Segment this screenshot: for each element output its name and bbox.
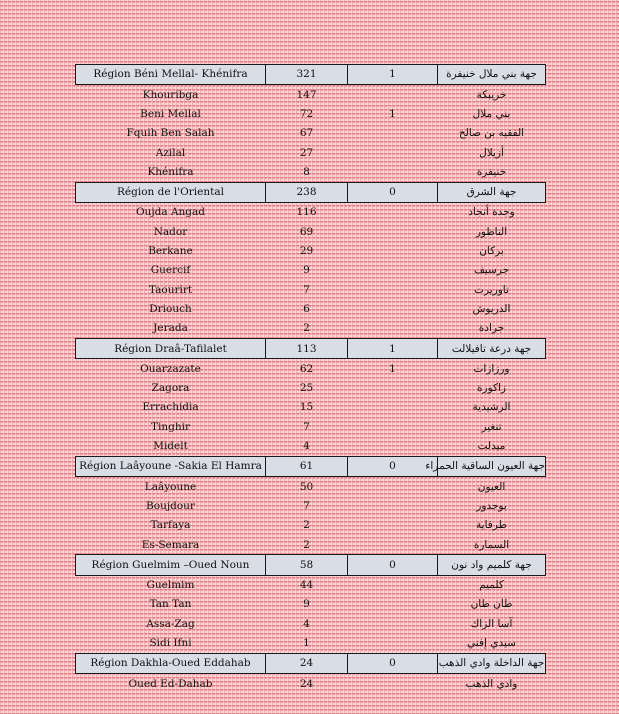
province-row	[76, 497, 546, 516]
province-extra-cell	[348, 319, 438, 339]
province-name-ar-cell: الفقيه بن صالح	[458, 127, 525, 140]
province-row	[76, 143, 546, 162]
province-count-cell: 50	[299, 480, 314, 493]
province-extra-cell	[348, 222, 438, 241]
province-name-fr-cell: Oujda Angad	[136, 206, 205, 219]
province-name-ar-cell: ميدلت	[477, 440, 506, 453]
province-count-cell: 15	[299, 401, 314, 414]
province-name-ar-cell: سيدي إفني	[467, 637, 516, 649]
province-count-cell: 116	[296, 206, 317, 219]
province-extra-cell	[348, 575, 438, 595]
province-name-fr-cell: Assa-Zag	[146, 617, 195, 630]
province-name-fr-cell: Ouarzazate	[140, 362, 201, 375]
province-name-ar-cell: خريبكة	[476, 88, 507, 101]
region-count-cell: 113	[266, 339, 348, 359]
province-row	[76, 242, 546, 261]
region-extra-cell: 0	[348, 182, 438, 202]
province-name-fr-cell: Guercif	[150, 264, 191, 277]
province-count-cell: 2	[303, 519, 310, 532]
province-row	[76, 280, 546, 299]
province-name-ar-cell: أزيلال	[479, 146, 504, 159]
province-count-cell: 2	[303, 538, 310, 551]
province-count-cell: 4	[303, 440, 310, 453]
region-count-cell: 61	[266, 456, 348, 476]
province-name-fr-cell: Es-Semara	[141, 538, 200, 551]
region-header-row	[76, 339, 546, 359]
province-count-cell: 29	[299, 245, 314, 258]
province-row	[76, 417, 546, 436]
region-name-ar-cell: جهة كلميم واد نون	[438, 555, 546, 575]
province-name-fr-cell: Khouribga	[142, 88, 199, 101]
province-count-cell: 67	[299, 127, 314, 140]
province-extra-cell	[348, 300, 438, 319]
province-row	[76, 261, 546, 280]
region-name-fr-cell: Région Guelmim –Oued Noun	[76, 555, 266, 575]
province-name-ar-cell: بني ملال	[472, 107, 511, 120]
region-name-fr-cell: Région Laâyoune -Sakia El Hamra	[76, 456, 266, 476]
province-extra-cell	[348, 398, 438, 417]
region-extra-cell: 0	[348, 555, 438, 575]
province-count-cell: 25	[299, 382, 314, 395]
province-count-cell: 9	[303, 598, 310, 611]
province-extra-cell	[348, 477, 438, 497]
province-row	[76, 437, 546, 457]
province-name-ar-cell: طان طان	[470, 598, 513, 611]
province-row	[76, 575, 546, 595]
province-extra-cell	[348, 674, 438, 694]
province-extra-cell: 1	[389, 362, 396, 375]
region-count-cell: 238	[266, 182, 348, 202]
province-count-cell: 27	[299, 146, 314, 159]
region-count-cell: 321	[266, 65, 348, 85]
province-count-cell: 2	[303, 322, 310, 335]
region-name-fr-cell: Région Béni Mellal- Khénifra	[76, 65, 266, 85]
region-header-row	[76, 653, 546, 673]
province-name-fr-cell: Tan Tan	[149, 598, 192, 611]
region-count-cell: 24	[266, 653, 348, 673]
province-row	[76, 516, 546, 535]
region-header-row	[76, 65, 546, 85]
province-name-fr-cell: Fquih Ben Salah	[126, 127, 215, 140]
statistics-table	[75, 64, 546, 694]
province-name-ar-cell: بركان	[479, 245, 504, 258]
province-extra-cell	[348, 242, 438, 261]
province-name-fr-cell: Tinghir	[151, 420, 190, 433]
region-header-row	[76, 555, 546, 575]
province-extra-cell	[348, 497, 438, 516]
province-extra-cell	[348, 614, 438, 633]
province-name-fr-cell: Nador	[153, 225, 188, 238]
province-name-fr-cell: Zagora	[151, 382, 190, 395]
province-count-cell: 7	[303, 283, 310, 296]
province-extra-cell	[348, 124, 438, 143]
province-count-cell: 72	[299, 107, 314, 120]
province-name-fr-cell: Laâyoune	[144, 480, 197, 493]
region-header-row	[76, 456, 546, 476]
province-name-fr-cell: Beni Mellal	[140, 107, 201, 120]
province-extra-cell	[348, 437, 438, 457]
province-row	[76, 300, 546, 319]
province-count-cell: 44	[299, 579, 314, 592]
province-name-ar-cell: العيون	[477, 480, 506, 493]
province-name-fr-cell: Driouch	[149, 302, 192, 315]
province-row	[76, 379, 546, 398]
province-row	[76, 535, 546, 555]
province-row	[76, 319, 546, 339]
province-row	[76, 595, 546, 614]
region-name-ar-cell: جهة العيون الساقية الحمراء	[438, 456, 546, 476]
region-name-fr-cell: Région Draâ-Tafilalet	[76, 339, 266, 359]
province-name-ar-cell: تاوريرت	[474, 283, 509, 296]
province-name-fr-cell: Tarfaya	[150, 519, 191, 532]
province-name-fr-cell: Errachidia	[142, 401, 199, 414]
province-name-ar-cell: جرسيف	[473, 264, 510, 277]
province-name-ar-cell: الدريوش	[472, 302, 511, 315]
province-name-ar-cell: تنغير	[481, 420, 502, 433]
region-extra-cell: 1	[348, 65, 438, 85]
region-name-fr-cell: Région de l'Oriental	[76, 182, 266, 202]
region-extra-cell: 0	[348, 653, 438, 673]
province-row	[76, 477, 546, 497]
province-name-ar-cell: خنيفرة	[476, 165, 507, 178]
province-name-ar-cell: ورزازات	[473, 362, 510, 375]
province-name-ar-cell: كلميم	[479, 579, 504, 592]
province-name-ar-cell: الناظور	[475, 225, 508, 238]
region-header-row	[76, 182, 546, 202]
region-name-ar-cell: جهة بني ملال خنيفرة	[438, 65, 546, 85]
province-name-ar-cell: بوجدور	[476, 499, 507, 512]
province-name-ar-cell: جرادة	[478, 322, 505, 335]
province-row	[76, 85, 546, 105]
province-extra-cell	[348, 85, 438, 105]
province-count-cell: 24	[299, 677, 314, 690]
province-count-cell: 8	[303, 165, 310, 178]
region-extra-cell: 1	[348, 339, 438, 359]
province-extra-cell	[348, 280, 438, 299]
province-extra-cell	[348, 535, 438, 555]
region-count-cell: 58	[266, 555, 348, 575]
region-extra-cell: 0	[348, 456, 438, 476]
province-extra-cell	[348, 417, 438, 436]
region-name-fr-cell: Région Dakhla-Oued Eddahab	[76, 653, 266, 673]
province-name-fr-cell: Berkane	[148, 245, 193, 258]
province-name-ar-cell: آسا الزاك	[470, 617, 513, 630]
province-extra-cell	[348, 143, 438, 162]
province-extra-cell	[348, 162, 438, 182]
province-name-ar-cell: الرشيدية	[472, 401, 511, 414]
province-extra-cell	[348, 379, 438, 398]
province-count-cell: 6	[303, 302, 310, 315]
province-count-cell: 1	[303, 637, 310, 649]
province-name-fr-cell: Oued Ed-Dahab	[128, 677, 213, 690]
province-extra-cell	[348, 261, 438, 280]
province-extra-cell	[348, 595, 438, 614]
region-name-ar-cell: جهة الداخلة وادي الذهب	[438, 653, 546, 673]
province-row	[76, 398, 546, 417]
province-name-fr-cell: Guelmim	[146, 579, 195, 592]
province-count-cell: 7	[303, 420, 310, 433]
province-count-cell: 69	[299, 225, 314, 238]
table-body	[76, 65, 546, 694]
province-count-cell: 147	[296, 88, 317, 101]
province-row	[76, 124, 546, 143]
province-name-fr-cell: Boujdour	[146, 499, 195, 512]
province-name-fr-cell: Khénifra	[147, 165, 194, 178]
province-extra-cell: 1	[389, 107, 396, 120]
province-row	[76, 359, 546, 379]
province-name-ar-cell: السمارة	[473, 538, 510, 551]
province-count-cell: 62	[299, 362, 314, 375]
province-count-cell: 9	[303, 264, 310, 277]
region-name-ar-cell: جهة الشرق	[438, 182, 546, 202]
province-row	[76, 222, 546, 241]
province-row	[76, 674, 546, 694]
province-name-fr-cell: Sidi Ifni	[149, 637, 192, 649]
province-count-cell: 7	[303, 499, 310, 512]
province-name-fr-cell: Jerada	[153, 322, 188, 335]
province-name-ar-cell: طرفاية	[476, 519, 507, 532]
province-extra-cell	[348, 203, 438, 223]
province-extra-cell	[348, 516, 438, 535]
province-count-cell: 4	[303, 617, 310, 630]
province-extra-cell	[348, 634, 438, 654]
province-name-ar-cell: وجدة أنجاد	[468, 206, 515, 219]
province-row	[76, 105, 546, 124]
province-row	[76, 162, 546, 182]
province-row	[76, 614, 546, 633]
province-name-fr-cell: Midelt	[153, 440, 188, 453]
region-name-ar-cell: جهة درعة تافيلالت	[438, 339, 546, 359]
province-name-fr-cell: Taourirt	[148, 283, 193, 296]
province-name-fr-cell: Azilal	[155, 146, 186, 159]
province-name-ar-cell: زاكورة	[477, 382, 506, 395]
province-name-ar-cell: وادي الذهب	[465, 677, 518, 690]
province-row	[76, 634, 546, 654]
province-row	[76, 203, 546, 223]
